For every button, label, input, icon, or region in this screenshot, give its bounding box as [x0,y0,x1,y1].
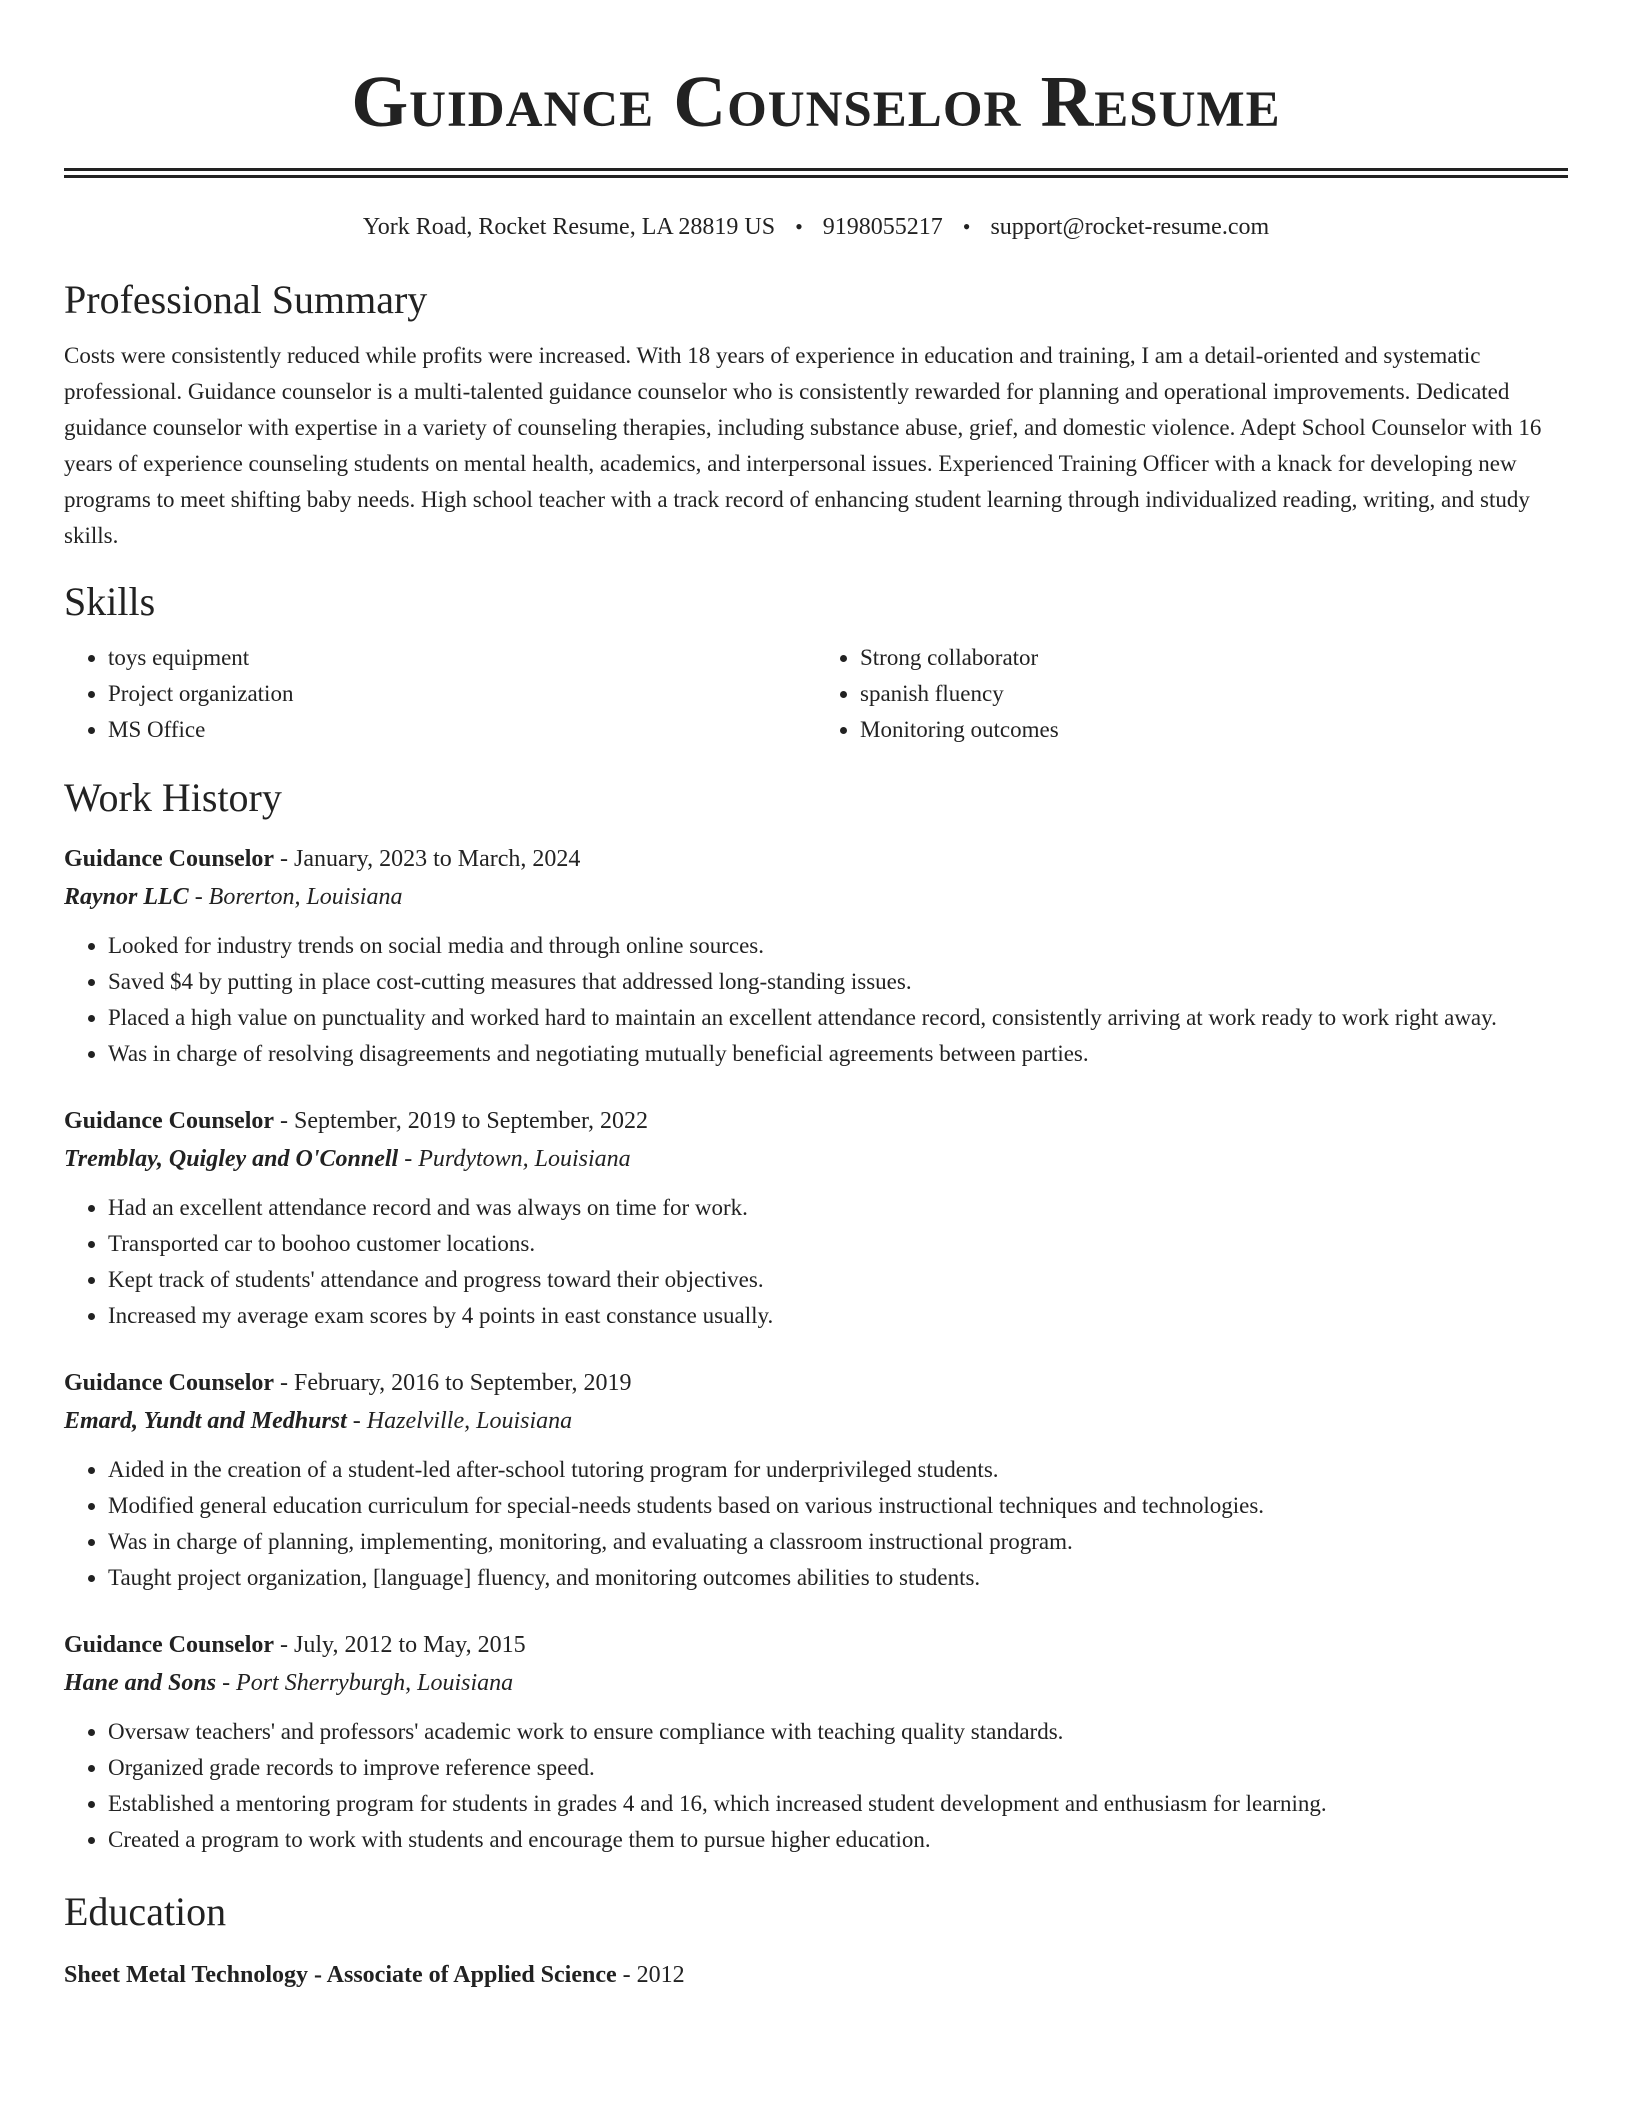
job-company: Emard, Yundt and Medhurst [64,1408,347,1434]
job-employer [64,1140,1568,1178]
skills-heading: Skills [64,579,156,624]
job-employer [64,1402,1568,1440]
job-location: - Borerton, Louisiana [194,884,403,910]
job-duty: • Increased my average exam scores by 4 points in east constance usually. [108,1298,1568,1334]
job-duty: • Oversaw teachers' and professors' academic work to ensure compliance with teaching quality standards. [108,1714,1568,1750]
job-duties [64,1190,1568,1334]
job-duty: • Established a mentoring program for students in grades 4 and 16, which increased student development and enthusiasm for learning. [108,1786,1568,1822]
job-duty: • Aided in the creation of a student-led after-school tutoring program for underprivileged students. [108,1452,1568,1488]
job-duty: • Taught project organization, [language] fluency, and monitoring outcomes abilities to students. [108,1560,1568,1596]
skill-item: • Monitoring outcomes [860,712,1568,748]
education-degree: Sheet Metal Technology - Associate of Applied Science [64,1962,617,1988]
summary-text: Costs were consistently reduced while profits were increased. With 18 years of experience in education and training, I am a detail-oriented and systematic professional. Guidance counselor is a multi-talented guidance counselor who is consistently rewarded for planning and operational improvements. Dedicated guidance counselor with expertise in a variety of counseling therapies, including substance abuse, grief, and domestic violence. Adept School Counselor with 16 years of experience counseling students on mental health, academics, and interpersonal issues. Experienced Training Officer with a knack for developing new programs to meet shifting baby needs. High school teacher with a track record of enhancing student learning through individualized reading, writing, and study skills. [64,343,1542,548]
job-dates: - February, 2016 to September, 2019 [280,1370,632,1396]
job-header [64,1102,1568,1140]
education-year: - 2012 [622,1962,685,1988]
job-company: Hane and Sons [64,1670,217,1696]
job-title: Guidance Counselor [64,1632,275,1658]
job-duty: • Looked for industry trends on social media and through online sources. [108,928,1568,964]
job-duty: • Kept track of students' attendance and progress toward their objectives. [108,1262,1568,1298]
job-title: Guidance Counselor [64,1108,275,1134]
job-entry [64,1626,1568,1858]
job-entry [64,1102,1568,1334]
job-employer [64,878,1568,916]
job-duty: • Had an excellent attendance record and was always on time for work. [108,1190,1568,1226]
job-duty: • Created a program to work with students and encourage them to pursue higher education. [108,1822,1568,1858]
contact-phone: 9198055217 [822,214,943,240]
job-dates: - July, 2012 to May, 2015 [280,1632,526,1658]
skill-item: • Project organization [108,676,816,712]
contact-email: support@rocket-resume.com [990,214,1270,240]
job-header [64,1364,1568,1402]
skill-item: • Strong collaborator [860,640,1568,676]
job-header [64,840,1568,878]
job-duty: • Placed a high value on punctuality and worked hard to maintain an excellent attendance record, consistently arriving at work ready to work right away. [108,1000,1568,1036]
skills-list [64,640,1568,748]
summary-heading: Professional Summary [64,277,428,322]
job-entry [64,1364,1568,1596]
job-duty: • Transported car to boohoo customer locations. [108,1226,1568,1262]
job-company: Tremblay, Quigley and O'Connell [64,1146,399,1172]
job-location: - Hazelville, Louisiana [352,1408,573,1434]
job-duty: • Modified general education curriculum for special-needs students based on various instructional techniques and technologies. [108,1488,1568,1524]
education-entry [64,1956,1568,1994]
job-header [64,1626,1568,1664]
job-dates: - January, 2023 to March, 2024 [280,846,581,872]
job-title: Guidance Counselor [64,846,275,872]
job-entry [64,840,1568,1072]
contact-separator: • [795,214,803,239]
work-history-heading: Work History [64,775,282,820]
skill-item: • MS Office [108,712,816,748]
education-heading: Education [64,1889,227,1934]
skills-column-right [816,640,1568,748]
job-duty: • Saved $4 by putting in place cost-cutting measures that addressed long-standing issues. [108,964,1568,1000]
job-title: Guidance Counselor [64,1370,275,1396]
job-duties [64,1452,1568,1596]
job-location: - Purdytown, Louisiana [404,1146,631,1172]
skill-item: • spanish fluency [860,676,1568,712]
contact-line [64,212,1568,242]
job-employer [64,1664,1568,1702]
job-company: Raynor LLC [64,884,189,910]
job-location: - Port Sherryburgh, Louisiana [222,1670,514,1696]
resume-name: Guidance Counselor Resume [351,61,1281,142]
job-duties [64,1714,1568,1858]
job-duty: • Organized grade records to improve reference speed. [108,1750,1568,1786]
contact-address: York Road, Rocket Resume, LA 28819 US [362,214,776,240]
job-duties [64,928,1568,1072]
job-dates: - September, 2019 to September, 2022 [280,1108,649,1134]
contact-separator: • [962,214,971,239]
job-duty: • Was in charge of planning, implementing, monitoring, and evaluating a classroom instructional program. [108,1524,1568,1560]
job-duty: • Was in charge of resolving disagreements and negotiating mutually beneficial agreements between parties. [108,1036,1568,1072]
header-divider [64,168,1568,178]
skill-item: • toys equipment [108,640,816,676]
skills-column-left [64,640,816,748]
